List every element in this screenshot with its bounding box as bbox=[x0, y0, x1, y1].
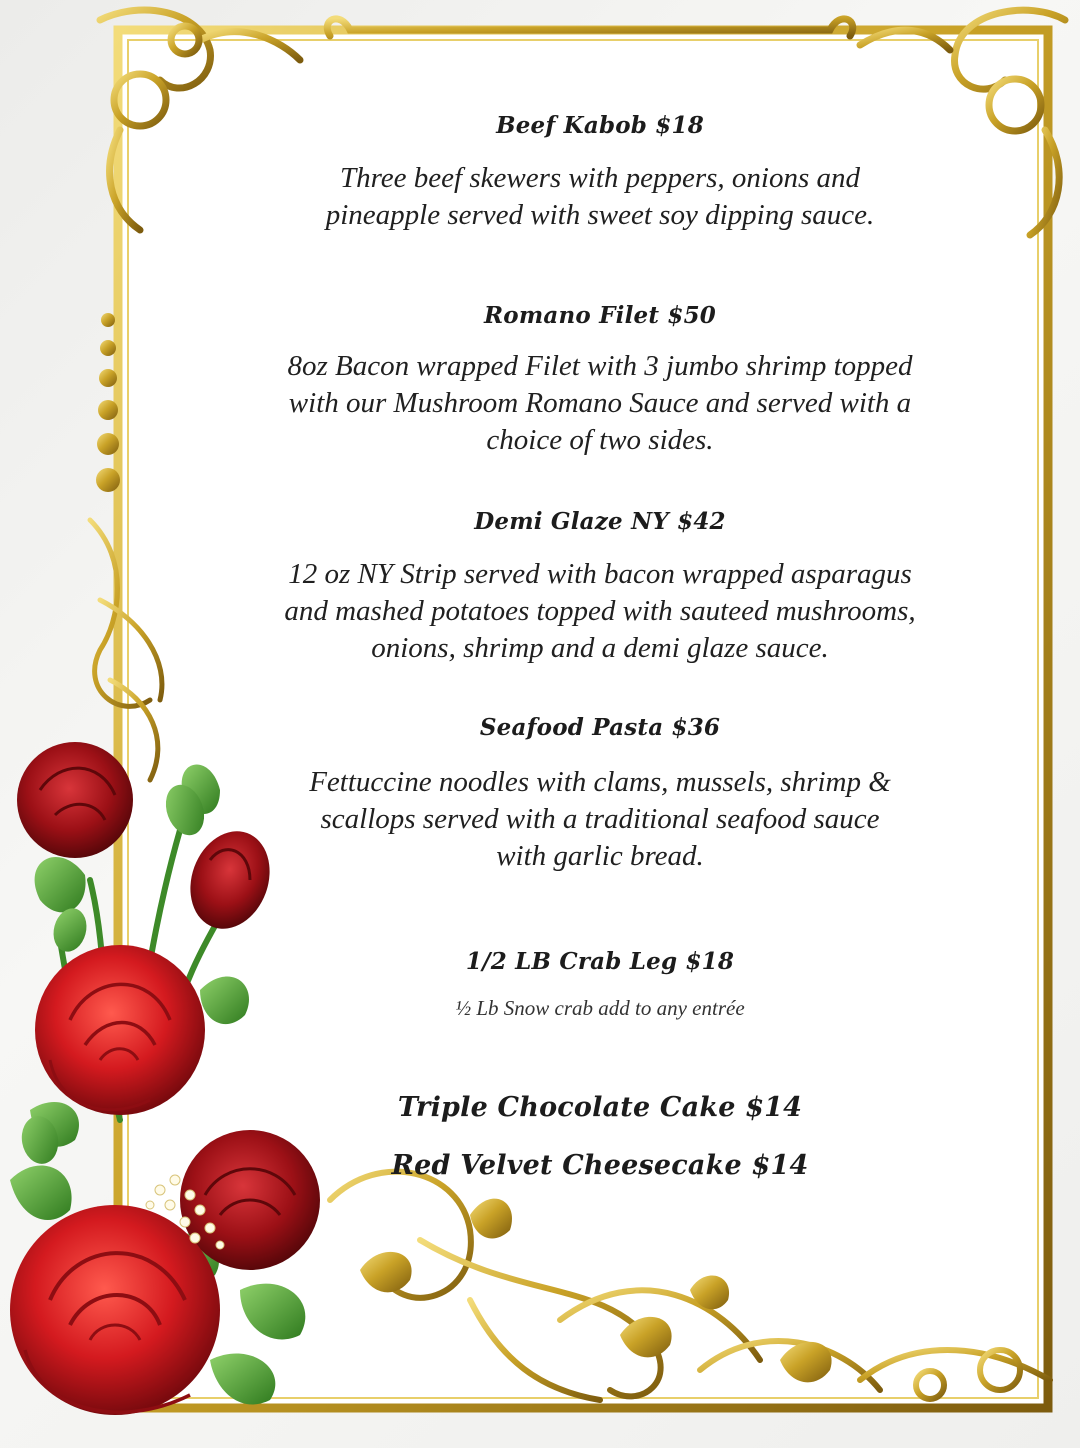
description-line: 12 oz NY Strip served with bacon wrapped asparagus bbox=[288, 558, 912, 590]
menu-item-title: Demi Glaze NY $42 bbox=[474, 508, 726, 535]
menu-item-description bbox=[200, 556, 1000, 667]
description-line: pineapple served with sweet soy dipping sauce. bbox=[325, 199, 875, 231]
description-line: with our Mushroom Romano Sauce and served with a bbox=[288, 387, 912, 419]
description-line: scallops served with a traditional seafood sauce bbox=[320, 803, 880, 835]
description-line: and mashed potatoes topped with sauteed mushrooms, bbox=[284, 595, 916, 627]
description-line: Fettuccine noodles with clams, mussels, shrimp & bbox=[309, 766, 891, 798]
menu-content bbox=[200, 0, 1000, 1448]
menu-item-title: Seafood Pasta $36 bbox=[479, 714, 721, 741]
description-line: choice of two sides. bbox=[486, 424, 714, 456]
rose-top-left bbox=[17, 742, 133, 858]
menu-item-title: Romano Filet $50 bbox=[483, 302, 717, 329]
description-line: onions, shrimp and a demi glaze sauce. bbox=[371, 632, 829, 664]
menu-item-title: 1/2 LB Crab Leg $18 bbox=[465, 948, 735, 975]
description-line: Three beef skewers with peppers, onions and bbox=[339, 162, 861, 194]
menu-item-description bbox=[200, 160, 1000, 234]
description-line: 8oz Bacon wrapped Filet with 3 jumbo shrimp topped bbox=[287, 350, 913, 382]
description-line: with garlic bread. bbox=[496, 840, 704, 872]
menu-item-description bbox=[200, 764, 1000, 875]
left-vine-flourish bbox=[90, 520, 162, 780]
rose-middle bbox=[35, 945, 205, 1115]
menu-item-title: Beef Kabob $18 bbox=[496, 112, 704, 139]
menu-item-description bbox=[200, 348, 1000, 459]
dessert-title: Red Velvet Cheesecake $14 bbox=[391, 1150, 809, 1181]
rose-bottom-large bbox=[10, 1205, 220, 1415]
menu-item-note: ½ Lb Snow crab add to any entrée bbox=[455, 996, 745, 1020]
dessert-title: Triple Chocolate Cake $14 bbox=[397, 1092, 803, 1123]
